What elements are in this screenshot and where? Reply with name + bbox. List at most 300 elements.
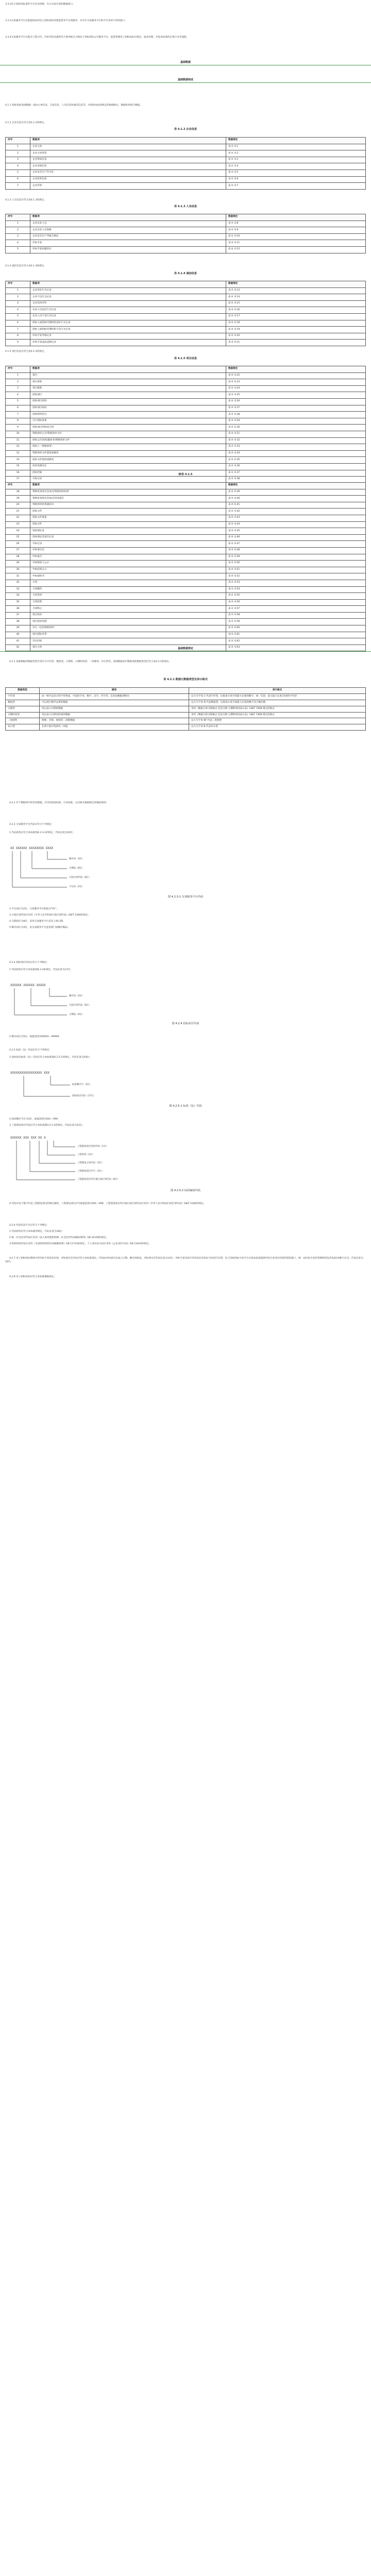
table-cell: 表 A. 0.22 [226, 372, 366, 379]
table-cell: 表 A. 0.24 [226, 385, 366, 392]
table-cell: 3 [6, 385, 30, 392]
table-cell: 5 [6, 246, 30, 253]
table-cell: 29 [6, 561, 30, 567]
table-cell: 以大写字母 C 代表字符型，后接表示该字段最大长度的数字，如：C10，表示最大长度为10的字符型 [189, 693, 366, 700]
figure-caption: 图 4.2.4 招标项目代码 [172, 1022, 199, 1025]
diagram-lot-code [0, 1066, 371, 1113]
table-row [6, 541, 366, 548]
table-cell: 招标档案 [30, 470, 226, 477]
table-cell: 评标专家考核记录 [30, 333, 226, 340]
paragraph-4-1-3: 4.1.3 人员信息应符合表4.1.3的规定。 [5, 199, 46, 201]
table-header-cell: 序号 [6, 483, 30, 489]
table-cell: 表 A. 0.26 [226, 398, 366, 405]
table-cell: 表 A. 0.51 [226, 567, 366, 573]
table-cell: 24 [6, 528, 30, 535]
table-cell: 评标专家违法违规记录 [30, 340, 226, 346]
diagram-label: 招标项目代码（17位） [72, 1095, 96, 1097]
table-header-row [6, 483, 366, 489]
table-cell: 表 A. 0.7 [226, 183, 366, 190]
table-cell: 13 [6, 450, 30, 457]
table-cell: 投标文件 [30, 521, 226, 528]
figure-caption: 图 4.2.5-1 标段（包）代码 [169, 1105, 202, 1108]
table-cell: 2 [6, 379, 30, 386]
diagram-label: 工程建设项目所在地行政区划代码（6位） [77, 1178, 120, 1181]
table-cell: 表 A. 0.35 [226, 457, 366, 464]
table-cell: 12 [6, 444, 30, 451]
table-row [6, 412, 366, 418]
table-cell: 9 [6, 425, 30, 431]
table-cell: 采用《数据元和交换格式 信息交换 日期和时间表示法》GB/T 7408 规定的格式 [189, 706, 366, 712]
diagram-label: 平台码（2位） [69, 886, 85, 888]
paragraph-4-2-6: 4.2.6 代码信息平台应符合下列规定： [9, 1224, 49, 1227]
table-cell: 表 A. 0.61 [226, 632, 366, 638]
table-cell: 3 [6, 233, 30, 240]
table-cell: 招标人或招标代理机构良好行为记录 [30, 320, 226, 327]
table-cell: 资格预审文件澄清或修改 [30, 450, 226, 457]
table-header-row [6, 281, 366, 288]
table-cell: 40 [6, 632, 30, 638]
paragraph-4-2-3-4: 4 日期码应为8位，采用交易服务平台首次上线日期； [9, 920, 65, 923]
table-cell: 38 [6, 619, 30, 625]
table-row [6, 398, 366, 405]
table-cell: 5 [6, 398, 30, 405]
table-cell: 表 A. 0.19 [226, 327, 366, 333]
diagram-label: 工程建设项目序号（3位） [77, 1170, 104, 1173]
table-cell: 4 [6, 307, 30, 314]
table-cell: 表 A. 0.39 [226, 489, 366, 496]
table-cell: 表 A. 0.52 [226, 573, 366, 580]
table-cell: 项目投诉 [30, 612, 226, 619]
table-cell: 表 A. 0.10 [226, 233, 366, 240]
table-cell: 投诉处理决定 [30, 463, 226, 470]
diagram-label: 行政区划代码（6位） [69, 1004, 91, 1007]
table-row [6, 547, 366, 554]
table-row [6, 379, 366, 386]
diagram-label: 顺序码（5位） [69, 995, 85, 997]
table-row [6, 693, 366, 700]
table-cell: 招标项目 [30, 392, 226, 399]
code-placeholder: XXXXXXXXXXXXXXXXX XXX [10, 1071, 49, 1075]
table-row [6, 502, 366, 509]
table-cell: 从业人员良好行为记录 [30, 307, 226, 314]
table-cell: 表 A. 0.38 [226, 477, 366, 483]
table-cell: 表 A. 0.8 [226, 221, 366, 227]
table-cell: 42 [6, 645, 30, 651]
code-placeholder: XXXXXX XXX XXX XX X [10, 1136, 46, 1140]
table-row [6, 625, 366, 632]
table-data-types [5, 687, 366, 731]
table-row [6, 515, 366, 521]
table-row [6, 528, 366, 535]
diagram-label: 行政区划代码（6位） [69, 876, 91, 879]
table-row [6, 340, 366, 346]
table-cell: 26 [6, 541, 30, 548]
table-cell: 14 [6, 457, 30, 464]
table-enterprise-info [5, 137, 366, 190]
table-cell: 布尔型 [6, 724, 40, 731]
diagram-label: 顺序码（4位） [69, 858, 85, 860]
table-row [6, 144, 366, 150]
table-cell: 表 A. 0.9 [226, 227, 366, 234]
table-row [6, 521, 366, 528]
table-cell: 表 A. 0.20 [226, 333, 366, 340]
table-cell: 8 [6, 333, 30, 340]
table-cell: 35 [6, 599, 30, 606]
table-cell: 企业荣誉 [30, 183, 226, 190]
table-cell: 招标人或招标代理机构不良行为记录 [30, 327, 226, 333]
section-title-basic-data: 基础数据 [180, 61, 191, 64]
table-cell: 中标结果公示 [30, 567, 226, 573]
table-cell: 表 A. 0.4 [226, 163, 366, 170]
table-row [6, 450, 366, 457]
table-row [6, 392, 366, 399]
table-cell: 合同终止 [30, 606, 226, 613]
table-cell: 37 [6, 612, 30, 619]
table-cell: 表 A. 0.29 [226, 418, 366, 425]
table-cell: 39 [6, 625, 30, 632]
table-cell: 11 [6, 437, 30, 444]
diagram-label: 工程建设主体代码（3位） [77, 1162, 104, 1164]
table-row [6, 157, 366, 163]
table-cell: 18 [6, 489, 30, 496]
section-subtitle-composition: 基础数据构成 [177, 78, 193, 81]
code-placeholder: XX XXXXXX XXXXXXXX XXXX [10, 846, 54, 850]
table-cell: 企业从业人员资格 [30, 227, 226, 234]
table-header-cell: 描述 [40, 688, 189, 694]
table-cell: 以大写字母 N 代表数值型，后接表示该字段最大长度的数字及小数位数 [189, 700, 366, 706]
diagram-project-code [0, 979, 371, 1030]
table-cell: 41 [6, 638, 30, 645]
table-cell: 15 [6, 463, 30, 470]
table-cell: 表 A. 0.57 [226, 606, 366, 613]
table-cell: 合同履约 [30, 586, 226, 593]
paragraph-4-1-2: 4.1.2 企业信息应符合表4.1.2的规定。 [5, 122, 46, 124]
table-cell: 企业主体 [30, 144, 226, 150]
table-cell: 表 A. 0.60 [226, 625, 366, 632]
table-cell: 表 A. 0.40 [226, 496, 366, 502]
table-cell: 表 A. 0.30 [226, 425, 366, 431]
table-cell: 30 [6, 567, 30, 573]
table-row [6, 307, 366, 314]
table-cell: 项目 [30, 372, 226, 379]
table-header-cell: 数据项 [30, 366, 226, 373]
paragraph-4-2-6-2: 2 统一社会信用代码应采用《法人和其他组织统一社会信用代码编码规则》GB 32100的规定； [9, 1236, 109, 1239]
table-cell: 资格预审结果通知书 [30, 502, 226, 509]
table-caption-personnel: 表 4.1.3 人员信息 [174, 205, 197, 208]
table-row [6, 489, 366, 496]
table-cell: 4 [6, 240, 30, 247]
paragraph-4-2-3-5: 5 顺序码应为4位，由交易服务平台监管部门按顺序编码。 [9, 926, 70, 929]
table-cell: 表 A. 0.37 [226, 470, 366, 477]
table-cell: 评标委员会 [30, 547, 226, 554]
table-cell: 8 [6, 418, 30, 425]
table-row [6, 534, 366, 541]
table-cell: 6 [6, 176, 30, 183]
table-cell: 用以表示日期及时间的数据 [40, 712, 189, 718]
paragraph-4-1-5: 4.1.5 项目信息应符合表4.1.5的规定。 [5, 350, 46, 353]
table-cell: 表 A. 0.14 [226, 294, 366, 301]
table-cell: 自行招标备案 [30, 418, 226, 425]
table-cell: 32 [6, 580, 30, 586]
table-cell: 招标组织形式 [30, 412, 226, 418]
table-cell: 17 [6, 477, 30, 483]
table-cell: 7 [6, 183, 30, 190]
table-cell: 表 A. 0.41 [226, 502, 366, 509]
table-row [6, 724, 366, 731]
table-cell: 招标公告/投标邀请书/资格预审文件 [30, 437, 226, 444]
table-row [6, 405, 366, 412]
table-row [6, 227, 366, 234]
table-header-cell: 表示格式 [189, 688, 366, 694]
table-row [6, 612, 366, 619]
table-cell: 企业安全生产许可证 [30, 170, 226, 176]
table-row [6, 170, 366, 176]
table-row [6, 457, 366, 464]
table-cell: 4 [6, 392, 30, 399]
diagram-label: 标段顺序号（3位） [72, 1083, 92, 1086]
table-cell: 招标文件澄清或修改 [30, 457, 226, 464]
paragraph-4-2-5-3: 3 工程建设项目代码应符合本标准图4.2.5-2的规定，代码长度为21位； [9, 1124, 85, 1127]
table-cell: 在两个值中选择其一的值 [40, 724, 189, 731]
table-row [6, 463, 366, 470]
table-cell: 企业主体类型 [30, 150, 226, 157]
table-cell: 企业不良行为记录 [30, 294, 226, 301]
table-cell: 企业信用评价 [30, 300, 226, 307]
table-cell: 23 [6, 521, 30, 528]
table-cell: 表 A. 0.62 [226, 638, 366, 645]
table-header-cell: 数据规定 [226, 366, 366, 373]
intro-paragraph-3: 3.3.4交易服务平台应能对工程计价、评标等活动提供符合要求相关合格电子招标投标公共服务平台、监督管理电子招标投标应满足、报表处理、并按本标准约定执行业务流程。 [5, 36, 189, 39]
table-row [6, 287, 366, 294]
table-row [6, 372, 366, 379]
table-caption-project-continued: 续表 4.1.5 [178, 473, 193, 476]
table-row [6, 712, 366, 718]
table-caption-project: 表 4.1.5 项目信息 [174, 357, 197, 360]
table-row [6, 632, 366, 638]
table-header-row [6, 214, 366, 221]
table-cell: 项目主体 [30, 645, 226, 651]
table-cell: 表 A. 0.50 [226, 561, 366, 567]
table-cell: 项目审批 [30, 379, 226, 386]
table-header-row [6, 366, 366, 373]
table-cell: 表 A. 0.46 [226, 534, 366, 541]
table-header-cell: 数据规定 [226, 281, 366, 288]
table-cell: 可以进行数学运算的数值 [40, 700, 189, 706]
table-cell: 1 [6, 144, 30, 150]
table-row [6, 567, 366, 573]
table-cell: 企业安全生产考核合格证 [30, 233, 226, 240]
table-cell: 招标项目审批 [30, 398, 226, 405]
table-header-cell: 序号 [6, 366, 30, 373]
code-placeholder: XXXXXX XXXXXX XXXXX [10, 984, 46, 987]
table-row [6, 586, 366, 593]
table-cell: 表 A. 0.15 [226, 300, 366, 307]
table-cell: 表 A. 0.25 [226, 392, 366, 399]
intro-paragraph-1: 3.3.2电子招标投标条件平台首页控制，有主页面开放的数据接口。 [5, 3, 75, 6]
table-cell: 7 [6, 327, 30, 333]
paragraph-4-2-8: 4.2.8 电子招标投标应符合本标准数据规定。 [9, 1276, 57, 1278]
table-row [6, 593, 366, 600]
paragraph-4-2-3-3: 3 行政区划代码应采用《中华人民共和国行政区划代码》GB/T 2260的规定； [9, 914, 91, 917]
table-cell: 5 [6, 313, 30, 320]
section-rule [0, 82, 371, 83]
table-cell: 6 [6, 320, 30, 327]
table-row [6, 561, 366, 567]
table-cell: 招标文件备案 [30, 515, 226, 521]
table-cell: 表 A. 0.45 [226, 528, 366, 535]
table-header-cell: 数据规定 [226, 214, 366, 221]
table-cell: 合同 [30, 580, 226, 586]
table-cell: 数值型 [6, 700, 40, 706]
paragraph-4-2-3-2: 2 平台码应为2位，交易服务平台取值为“01”； [9, 908, 59, 910]
table-row [6, 496, 366, 502]
table-cell: 表 A. 0.53 [226, 580, 366, 586]
table-cell: 10 [6, 431, 30, 437]
diagram-label: 工程类别（2位） [77, 1154, 95, 1156]
table-cell: 中标通知书 [30, 573, 226, 580]
table-cell: 表 A. 0.1 [226, 144, 366, 150]
table-row [6, 706, 366, 712]
table-header-cell: 数据项 [30, 214, 226, 221]
table-row [6, 176, 366, 183]
table-cell: 资格审查委员会成员/资格预审结果 [30, 489, 226, 496]
table-cell: 表 A. 0.59 [226, 619, 366, 625]
table-row [6, 313, 366, 320]
paragraph-4-1-1: 4.1.1 招标投标基础数据一般由主体信息、交易信息、人员信息和诚信信息等，并按照本标准规定的数据格式、数据结构组合数据。 [5, 104, 142, 107]
table-cell: 企业获奖信息 [30, 176, 226, 183]
table-header-cell: 序号 [6, 281, 30, 288]
table-cell: 1 [6, 221, 30, 227]
table-cell: 表 A. 0.21 [226, 340, 366, 346]
table-cell: 项目招标异常 [30, 632, 226, 638]
paragraph-4-2-5-1: 1 招标项目标段（包）代码应符合本标准图4.2.5-1的规定，代码长度为20位； [9, 1056, 92, 1059]
table-cell: 表 A. 0.34 [226, 450, 366, 457]
section-rule [0, 651, 371, 652]
table-cell: 表 A. 0.48 [226, 547, 366, 554]
table-cell: 日期时间型 [6, 712, 40, 718]
diagram-label: 工程建设项目类别代码（1位） [77, 1145, 108, 1148]
table-cell: 以大写字母 BY 代表二进制型 [189, 718, 366, 724]
paragraph-4-2-5: 4.2.5 标段（包）代码应符合下列规定： [9, 1049, 52, 1052]
paragraph-4-2-1: 4.2.1 基础数据的数据类型应划分为字符型、数值型、日期型、日期时间型、二进制型、布尔型等。基础数据表中数据项的数据类型应符合表4.2.1的规定。 [9, 660, 172, 663]
table-row [6, 437, 366, 444]
table-cell: 表 A. 0.18 [226, 320, 366, 327]
table-row [6, 418, 366, 425]
table-header-row [6, 138, 366, 144]
table-cell: 20 [6, 502, 30, 509]
paragraph-4-2-3-1: 1 代码结构应符合本标准图4.2.3-1的规定，代码长度为20位； [9, 832, 75, 834]
table-cell: 项目投诉处理 [30, 619, 226, 625]
table-cell: 27 [6, 547, 30, 554]
table-cell: 从业人员不良行为记录 [30, 313, 226, 320]
section-title-basic-data-rules: 基础数据规定 [177, 647, 193, 650]
code-structure-diagram [0, 842, 371, 904]
table-cell: 招标文件 [30, 509, 226, 515]
table-cell: 表 A. 0.63 [226, 645, 366, 651]
table-cell: 表 A. 0.12 [226, 246, 366, 253]
table-cell: 表 A. 0.3 [226, 157, 366, 163]
table-cell: 表 A. 0.11 [226, 240, 366, 247]
table-cell: 评标报告 [30, 554, 226, 561]
table-cell: 表 A. 0.56 [226, 599, 366, 606]
table-row [6, 554, 366, 561]
table-cell: 36 [6, 606, 30, 613]
table-row [6, 619, 366, 625]
table-header-cell: 数据规定 [226, 138, 366, 144]
table-cell: 表 A. 0.23 [226, 379, 366, 386]
table-cell: 3 [6, 300, 30, 307]
table-cell: 异议回复 [30, 638, 226, 645]
table-cell: 合同结算 [30, 599, 226, 606]
table-cell: 表 A. 0.17 [226, 313, 366, 320]
table-cell: 表 A. 0.31 [226, 431, 366, 437]
table-cell: 34 [6, 593, 30, 600]
table-cell: 28 [6, 554, 30, 561]
table-cell: 5 [6, 170, 30, 176]
table-row [6, 333, 366, 340]
table-cell: 表 A. 0.27 [226, 405, 366, 412]
table-cell: 投标保证金 [30, 528, 226, 535]
table-cell: 采用《数据元和交换格式 信息交换 日期和时间表示法》GB/T 7408 规定的格式 [189, 712, 366, 718]
code-structure-diagram [0, 1131, 371, 1198]
table-cell: 2 [6, 294, 30, 301]
table-cell: 表 A. 0.49 [226, 554, 366, 561]
paragraph-4-2-4-2: 2 顺序码应为5位，取值范围为00001～99999。 [9, 1036, 61, 1038]
table-cell: 招标项目标段 [30, 405, 226, 412]
table-cell: 合同变更 [30, 593, 226, 600]
paragraph-4-2-7: 4.2.7 电子招标投标系统中的评标专家身份识别，评标委员会代码应符合本标准规定，代码由评标委员会成立日期、顺序码组成，评标委员会代码长度为14位；评标专家身份应采用居民身份证号码进行识别，电子招标投标交易平台应按本标准提供评标专家身份识别所需的接口，统一由评标专家库管理机构负责发放CA数字证书，代码长度为32位。 [5, 1257, 363, 1263]
table-row [6, 221, 366, 227]
table-header-cell: 数据项 [30, 281, 226, 288]
table-cell: 招标人（资格预审） [30, 444, 226, 451]
table-cell: 33 [6, 586, 30, 593]
table-cell: 16 [6, 470, 30, 477]
table-row [6, 718, 366, 724]
paragraph-4-1-4: 4.1.4 诚信信息应符合表4.1.4的规定。 [5, 265, 46, 267]
table-cell: 用以表示日期的数据 [40, 706, 189, 712]
diagram-label: 日期码（8位） [69, 867, 85, 870]
paragraph-4-2-4: 4.2.4 招标项目代码应符合下列规定： [9, 961, 49, 964]
table-row [6, 700, 366, 706]
table-cell: 31 [6, 573, 30, 580]
table-row [6, 425, 366, 431]
table-cell: 图像、音频、视频等二进制数据 [40, 718, 189, 724]
table-header-row [6, 688, 366, 694]
table-cell: 以大写字母 B 代表布尔型 [189, 724, 366, 731]
table-cell: 表 A. 0.33 [226, 444, 366, 451]
table-row [6, 573, 366, 580]
table-cell: 表 A. 0.55 [226, 593, 366, 600]
table-cell: 异议（包括资格预审） [30, 625, 226, 632]
table-cell: 1 [6, 372, 30, 379]
table-cell: 表 A. 0.2 [226, 150, 366, 157]
table-project-info-continued [5, 482, 366, 651]
table-cell: 表 A. 0.13 [226, 287, 366, 294]
table-row [6, 150, 366, 157]
table-header-cell: 数据项 [30, 483, 226, 489]
diagram-engineering-code [0, 1131, 371, 1198]
table-row [6, 183, 366, 190]
table-cell: 表 A. 0.32 [226, 437, 366, 444]
table-row [6, 327, 366, 333]
table-cell: 表 A. 0.5 [226, 170, 366, 176]
paragraph-4-2-6-3: 3 组织机构代码应采用《全国组织机构代码编制规则》GB 11714的规定，个人身份证号码应采用《公民身份号码》GB 11643的规定。 [9, 1243, 151, 1245]
table-row [6, 233, 366, 240]
table-cell: 日期型 [6, 706, 40, 712]
table-cell: 表 A. 0.42 [226, 509, 366, 515]
table-cell: 2 [6, 227, 30, 234]
table-header-cell: 序号 [6, 214, 30, 221]
